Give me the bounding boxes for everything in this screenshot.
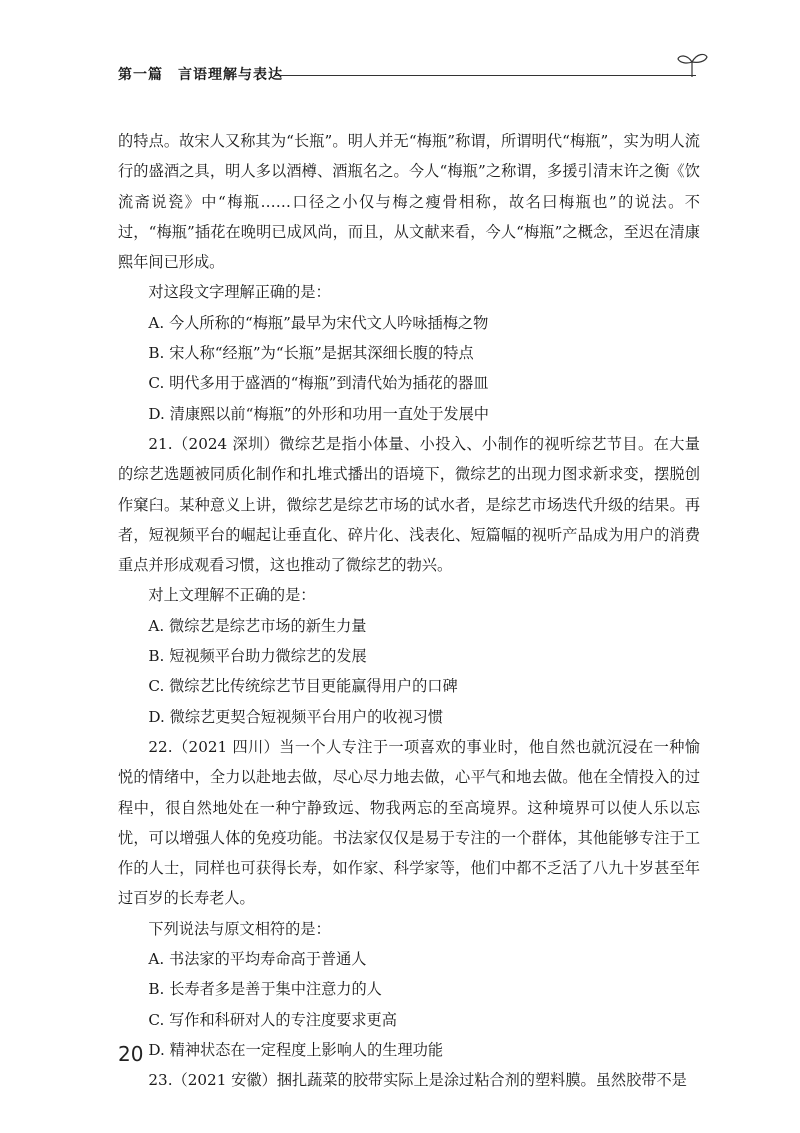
question-22 [118, 732, 700, 1065]
option-d: D. 微综艺更契合短视频平台用户的收视习惯 [148, 707, 444, 726]
question-stem: 22.（2021 四川）当一个人专注于一项喜欢的事业时，他自然也就沉浸在一种愉悦的情绪中，全力以赴地去做，尽心尽力地去做，心平气和地去做。他在全情投入的过程中，很自然地处在一种宁静致远、物我两忘的至高境界。这种境界可以使人乐以忘忧，可以增强人体的免疫功能。书法家仅仅是易于专注的一个群体，其他能够专注于工作的人士，同样也可获得长寿，如作家、科学家等，他们中都不乏活了八九十岁甚至年过百岁的长寿老人。 [118, 737, 700, 908]
question-21 [118, 429, 700, 732]
option-d: D. 清康熙以前“梅瓶”的外形和功用一直处于发展中 [148, 404, 489, 423]
sprout-icon [674, 50, 710, 78]
option-c: C. 写作和科研对人的专注度要求更高 [148, 1010, 397, 1029]
option-a: A. 今人所称的“梅瓶”最早为宋代文人吟咏插梅之物 [148, 313, 489, 332]
previous-question-tail [118, 126, 700, 429]
option-d: D. 精神状态在一定程度上影响人的生理功能 [148, 1040, 444, 1059]
question-prompt: 对上文理解不正确的是： [148, 586, 316, 605]
question-prompt: 对这段文字理解正确的是： [148, 283, 331, 302]
chapter-title: 第一篇 言语理解与表达 [118, 67, 283, 83]
page-number: 20 [118, 1042, 144, 1066]
option-a: A. 书法家的平均寿命高于普通人 [148, 950, 367, 969]
option-c: C. 微综艺比传统综艺节目更能赢得用户的口碑 [148, 677, 458, 696]
option-b: B. 短视频平台助力微综艺的发展 [148, 647, 367, 666]
running-header [118, 58, 718, 88]
question-stem: 23.（2021 安徽）捆扎蔬菜的胶带实际上是涂过粘合剂的塑料膜。虽然胶带不是 [148, 1071, 687, 1090]
header-rule [276, 75, 696, 76]
passage-text: 的特点。故宋人又称其为“长瓶”。明人并无“梅瓶”称谓，所谓明代“梅瓶”，实为明人流行的盛酒之具，明人多以酒樽、酒瓶名之。今人“梅瓶”之称谓，多援引清末许之衡《饮流斋说瓷》中“梅瓶……口径之小仅与梅之瘦骨相称，故名曰梅瓶也”的说法。不过，“梅瓶”插花在晚明已成风尚，而且，从文献来看，今人“梅瓶”之概念，至迟在清康熙年间已形成。 [118, 132, 700, 272]
question-23 [118, 1065, 700, 1095]
question-prompt: 下列说法与原文相符的是： [148, 919, 331, 938]
page-body [118, 126, 700, 1096]
option-b: B. 宋人称“经瓶”为“长瓶”是据其深细长腹的特点 [148, 344, 474, 363]
question-stem: 21.（2024 深圳）微综艺是指小体量、小投入、小制作的视听综艺节目。在大量的综艺选题被同质化制作和扎堆式播出的语境下，微综艺的出现力图求新求变，摆脱创作窠臼。某种意义上讲，微综艺是综艺市场的试水者，是综艺市场迭代升级的结果。再者，短视频平台的崛起让垂直化、碎片化、浅表化、短篇幅的视听产品成为用户的消费重点并形成观看习惯，这也推动了微综艺的勃兴。 [118, 434, 700, 575]
option-a: A. 微综艺是综艺市场的新生力量 [148, 616, 367, 635]
option-c: C. 明代多用于盛酒的“梅瓶”到清代始为插花的器皿 [148, 374, 489, 393]
option-b: B. 长寿者多是善于集中注意力的人 [148, 980, 382, 999]
